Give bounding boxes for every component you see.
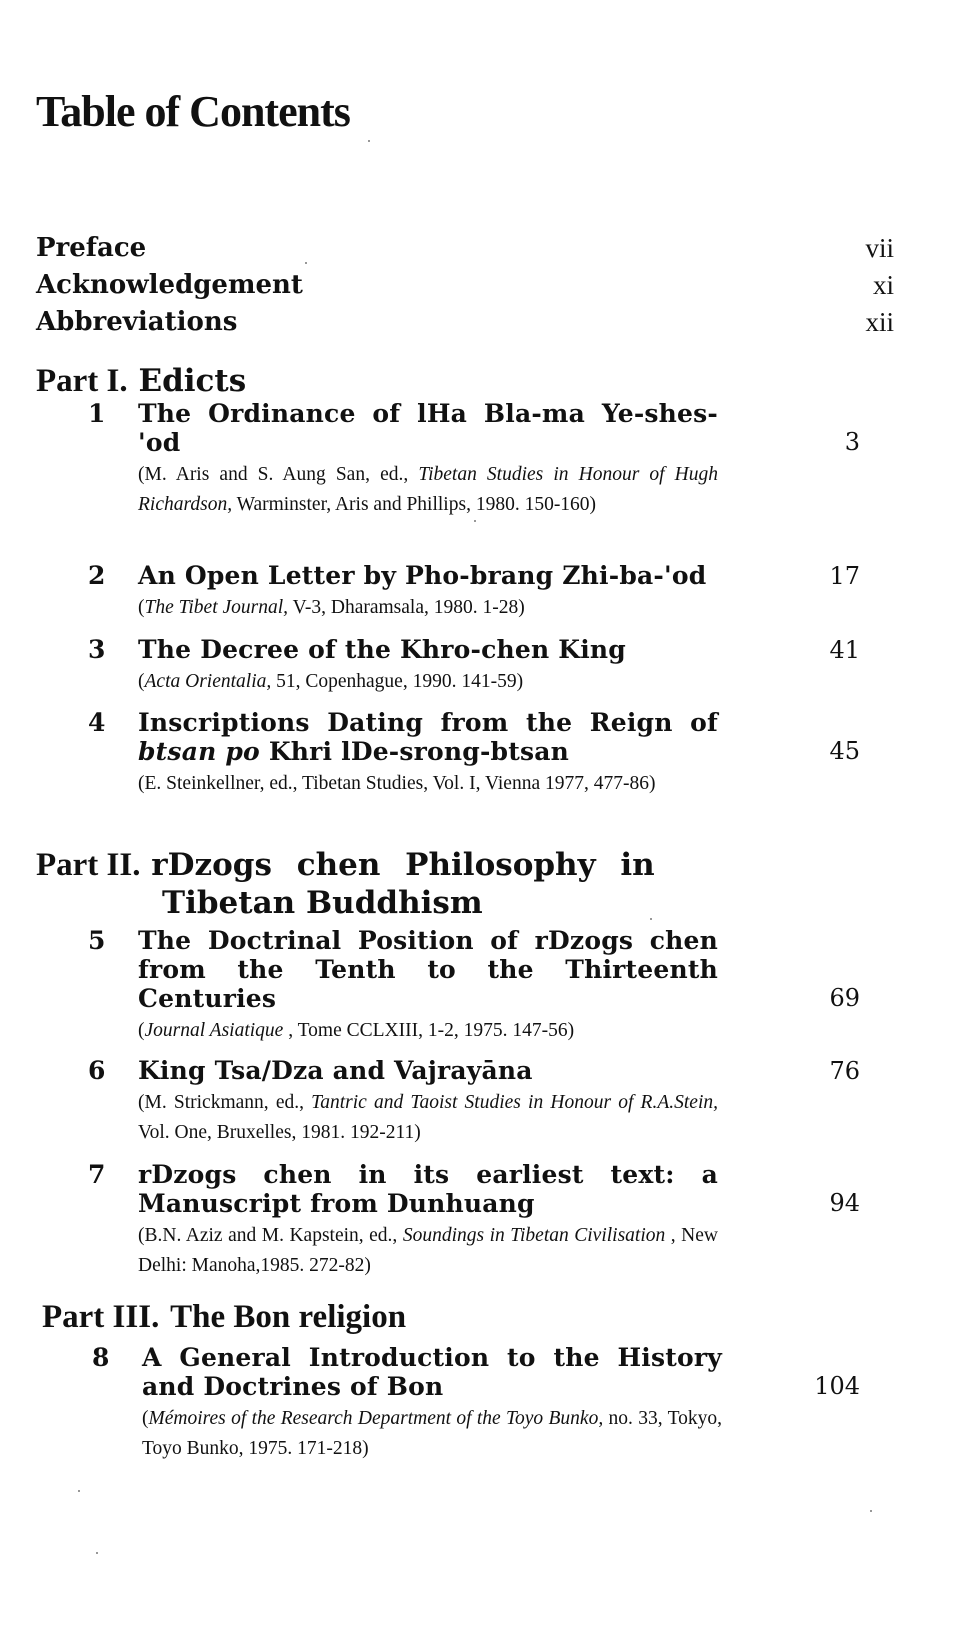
italic-run: Soundings in Tibetan Civilisation (402, 1225, 666, 1246)
part-title: The Bon religion (170, 1299, 407, 1335)
italic-run: btsan po (138, 737, 260, 766)
italic-run: Tibetan Studies in Honour of Hugh Richardson, (138, 464, 719, 515)
chapter-number: 4 (88, 708, 106, 737)
print-speck (870, 1510, 872, 1512)
chapter-citation: (B.N. Aziz and M. Kapstein, ed., Soundings in Tibetan Civilisation , New Delhi: Manoha,1985. 272-82) (138, 1225, 718, 1276)
chapter-number: 3 (88, 635, 106, 664)
italic-run: Journal Asiatique (144, 1020, 284, 1041)
toc-entry-3 (80, 635, 860, 697)
chapter-number: 6 (88, 1056, 106, 1085)
part-prefix: Part I. (36, 363, 128, 399)
toc-entry-8 (84, 1343, 864, 1464)
toc-entry-4 (80, 708, 860, 799)
chapter-page: 94 (829, 1189, 860, 1217)
part-heading-1 (36, 362, 246, 400)
toc-entry-7 (80, 1160, 860, 1281)
front-matter-abbreviations (36, 304, 904, 340)
front-matter-page: vii (865, 233, 894, 263)
chapter-page: 104 (814, 1372, 860, 1400)
part-heading-3 (42, 1298, 406, 1336)
part-title-continued: Tibetan Buddhism (162, 885, 483, 921)
chapter-page: 76 (829, 1057, 860, 1085)
chapter-number: 7 (88, 1160, 106, 1189)
front-matter-label: Preface (36, 233, 147, 263)
chapter-number: 1 (88, 399, 106, 428)
print-speck (474, 520, 476, 522)
chapter-title: King Tsa/Dza and Vajrayāna (138, 1056, 533, 1085)
chapter-title: Inscriptions Dating from the Reign of btsan po Khri lDe-srong-btsan (138, 708, 718, 766)
chapter-title: The Doctrinal Position of rDzogs chen from the Tenth to the Thirteenth Centuries (138, 926, 718, 1013)
chapter-citation: (E. Steinkellner, ed., Tibetan Studies, Vol. I, Vienna 1977, 477-86) (138, 773, 656, 794)
chapter-title: An Open Letter by Pho-brang Zhi-ba-'od (138, 561, 707, 590)
chapter-number: 5 (88, 926, 106, 955)
chapter-number: 8 (92, 1343, 110, 1372)
front-matter-preface (36, 230, 904, 266)
chapter-title: The Decree of the Khro-chen King (138, 635, 626, 664)
chapter-citation: (M. Aris and S. Aung San, ed., Tibetan Studies in Honour of Hugh Richardson, Warminster, Aris and Phillips, 1980. 150-160) (138, 464, 719, 515)
page-title: Table of Contents (36, 87, 350, 136)
toc-entry-2 (80, 561, 860, 623)
part-prefix: Part III. (42, 1299, 160, 1335)
chapter-citation: (Acta Orientalia, 51, Copenhague, 1990. 141-59) (138, 671, 524, 692)
front-matter-page: xi (872, 270, 894, 300)
front-matter-page: xii (865, 307, 894, 337)
italic-run: The Tibet Journal, (144, 597, 289, 618)
toc-entry-1 (80, 399, 860, 520)
toc-entry-6 (80, 1056, 860, 1148)
toc-entry-5 (80, 926, 860, 1046)
print-speck (78, 1490, 80, 1492)
chapter-page: 69 (829, 984, 860, 1012)
italic-run: Tantric and Taoist Studies in Honour of R.A.Stein, (311, 1092, 718, 1113)
front-matter-label: Acknowledgement (36, 270, 303, 300)
chapter-citation: (M. Strickmann, ed., Tantric and Taoist Studies in Honour of R.A.Stein, Vol. One, Bruxelles, 1981. 192-211) (138, 1092, 718, 1143)
chapter-number: 2 (88, 561, 106, 590)
chapter-title: A General Introduction to the History and Doctrines of Bon (142, 1343, 722, 1401)
front-matter-acknowledgement (36, 267, 904, 303)
print-speck (650, 918, 652, 920)
chapter-citation: (The Tibet Journal, V-3, Dharamsala, 1980. 1-28) (138, 597, 525, 618)
print-speck (96, 1552, 98, 1554)
part-heading-2 (36, 846, 655, 922)
front-matter-label: Abbreviations (36, 307, 238, 337)
chapter-citation: (Journal Asiatique , Tome CCLXIII, 1-2, 1975. 147-56) (138, 1020, 575, 1041)
part-title: Edicts (138, 363, 247, 399)
italic-run: Mémoires of the Research Department of the Toyo Bunko, (148, 1408, 604, 1429)
chapter-page: 17 (829, 562, 860, 590)
part-prefix: Part II. (36, 847, 141, 883)
italic-run: Acta Orientalia, (144, 671, 272, 692)
chapter-page: 41 (829, 636, 860, 664)
part-title: rDzogs chen Philosophy in (151, 847, 655, 883)
print-speck (368, 140, 370, 142)
chapter-citation: (Mémoires of the Research Department of the Toyo Bunko, no. 33, Tokyo, Toyo Bunko, 1975. 171-218) (142, 1408, 722, 1459)
chapter-page: 3 (844, 428, 860, 456)
print-speck (305, 262, 307, 264)
chapter-title: The Ordinance of lHa Bla-ma Ye-shes-'od (138, 399, 718, 457)
chapter-page: 45 (829, 737, 860, 765)
chapter-title: rDzogs chen in its earliest text: a Manuscript from Dunhuang (138, 1160, 718, 1218)
